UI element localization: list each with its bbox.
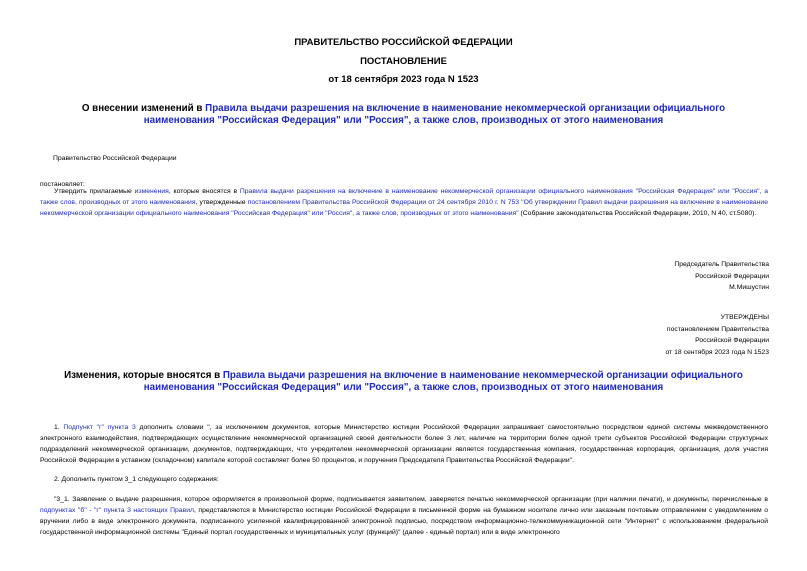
item-3 bbox=[40, 494, 768, 538]
p1-text-3: , утвержденные bbox=[195, 199, 248, 206]
signature-line-3: М.Мишустин bbox=[729, 284, 769, 292]
approved-line-4: от 18 сентября 2023 года N 1523 bbox=[665, 349, 769, 357]
paragraph-1 bbox=[40, 186, 768, 219]
item-1-number: 1. bbox=[54, 424, 64, 431]
changes-title bbox=[60, 370, 747, 394]
signature-line-1: Председатель Правительства bbox=[674, 261, 769, 268]
approved-block bbox=[666, 312, 770, 359]
approved-line-3: Российской Федерации bbox=[695, 337, 769, 345]
changes-title-link[interactable]: Правила выдачи разрешения на включение в наименование некоммерческой организации официального наименования "Российская Федерация" или "Россия", а также слов, производных от этого наименования bbox=[143, 370, 743, 393]
item-1 bbox=[40, 422, 768, 466]
title-prefix: О внесении изменений в bbox=[81, 103, 206, 114]
p1-text-4: (Собрание законодательства Российской Федерации, 2010, N 40, ст.5080). bbox=[518, 210, 757, 217]
decides-word: постановляет: bbox=[40, 181, 85, 188]
p1-text-1: Утвердить прилагаемые bbox=[54, 188, 135, 195]
p1-link-resolution[interactable]: постановлением Правительства Российской Федерации от 24 сентября 2010 г. N 753 "Об утверждении Правил выдачи разрешения на включение в наименование некоммерческой организации официального наименования "Российская Федерация" или "Россия", а также слов, производных от этого наименования" bbox=[40, 199, 768, 217]
item-3-text-1: "3_1. Заявление о выдаче разрешения, которое оформляется в произвольной форме, подписывается заявителем, заверяется печатью некоммерческой организации (при наличии печати), и документы, перечисленные в bbox=[54, 496, 768, 503]
document-type: ПОСТАНОВЛЕНИЕ bbox=[360, 56, 447, 67]
signature-line-2: Российской Федерации bbox=[695, 272, 769, 280]
item-2: 2. Дополнить пунктом 3_1 следующего содержания: bbox=[54, 476, 219, 483]
p1-text-2: , которые вносятся в bbox=[168, 188, 240, 195]
approved-line-1: УТВЕРЖДЕНЫ bbox=[720, 314, 769, 321]
title-link[interactable]: Правила выдачи разрешения на включение в наименование некоммерческой организации официального наименования "Российская Федерация" или "Россия", а также слов, производных от этого наименования bbox=[143, 103, 726, 126]
document-title bbox=[50, 103, 757, 127]
changes-title-prefix: Изменения, которые вносятся в bbox=[64, 370, 223, 381]
p1-link-changes[interactable]: изменения bbox=[134, 188, 169, 195]
signature-block bbox=[674, 259, 769, 294]
government-name: ПРАВИТЕЛЬСТВО РОССИЙСКОЙ ФЕДЕРАЦИИ bbox=[294, 37, 513, 48]
item-1-text: дополнить словами ", за исключением документов, которые Министерство юстиции Российской Федерации запрашивает самостоятельно посредством единой системы межведомственного электронного взаимодействия, подтверждающих осуществление некоммерческой организацией своей деятельности более 3 лет, наличие на территории более одной трети субъектов Российской Федерации структурных подразделений некоммерческой организации, документов, подтверждающих, что учредителем некоммерческой организации является государственная компания, государственная корпорация, организация, доля участия Российской Федерации в уставном (складочном) капитале которой составляет более 50 процентов, и поручения Председателя Правительства Российской Федерации". bbox=[40, 424, 768, 464]
item-1-link[interactable]: Подпункт "г" пункта 3 bbox=[63, 424, 136, 431]
item-3-text-2: , представляются в Министерство юстиции Российской Федерации в письменной форме на бумажном носителе лично или заказным почтовым отправлением с уведомлением о вручении либо в виде электронного документа, подписанного усиленной квалифицированной электронной подписью, посредством информационно-телекоммуникационной сети "Интернет" с использованием федеральной государственной информационной системы "Единый портал государственных и муниципальных услуг (функций)" (далее - единый портал) или в виде электронного bbox=[40, 507, 768, 536]
p1-link-rules[interactable]: Правила выдачи разрешения на включение в наименование некоммерческой организации официального наименования "Российская Федерация" или "Россия", а также слов, производных от этого наименования bbox=[40, 188, 768, 206]
item-3-link[interactable]: подпунктах "б" - "г" пункта 3 настоящих Правил bbox=[40, 507, 194, 514]
issuer: Правительство Российской Федерации bbox=[53, 155, 177, 162]
document-date-number: от 18 сентября 2023 года N 1523 bbox=[328, 74, 479, 85]
approved-line-2: постановлением Правительства bbox=[666, 325, 769, 333]
